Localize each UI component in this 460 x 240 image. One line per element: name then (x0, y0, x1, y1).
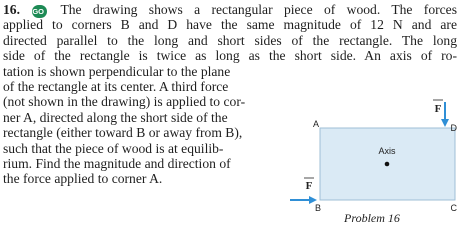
corner-d-label: D (450, 123, 457, 133)
problem-line-1: 16. GO The drawing shows a rectangular piece of wood. The forces (3, 2, 457, 17)
force-d-label: F (434, 103, 442, 115)
problem-line-3: directed parallel to the long and short sides of the rectangle. The long (3, 32, 457, 48)
corner-b-label: B (314, 203, 322, 213)
problem-line-6: of the rectangle at its center. A third force (3, 78, 229, 94)
axis-label: Axis (378, 146, 396, 156)
problem-number: 16. (3, 2, 20, 17)
problem-line-12: the force applied to corner A. (3, 171, 163, 187)
corner-a-label: A (312, 119, 320, 129)
corner-c-label: C (450, 203, 457, 213)
problem-line-10: such that the piece of wood is at equilib- (3, 140, 224, 156)
problem-line-8: ner A, directed along the short side of the (3, 109, 228, 125)
problem-line-11: rium. Find the magnitude and direction of (3, 155, 231, 171)
axis-dot (385, 162, 390, 167)
problem-line-5: tation is shown perpendicular to the plane (3, 63, 231, 79)
force-b-label: F (305, 180, 313, 192)
problem-line-4: side of the rectangle is twice as long as the short side. An axis of ro- (3, 48, 457, 64)
problem-line-9: rectangle (either toward B or away from B), (3, 125, 243, 141)
problem-line-2: applied to corners B and D have the same magnitude of 12 N and are (3, 17, 457, 33)
figure-caption: Problem 16 (344, 211, 400, 225)
problem-line-7: (not shown in the drawing) is applied to cor- (3, 94, 246, 110)
go-badge-icon: GO (32, 5, 47, 18)
